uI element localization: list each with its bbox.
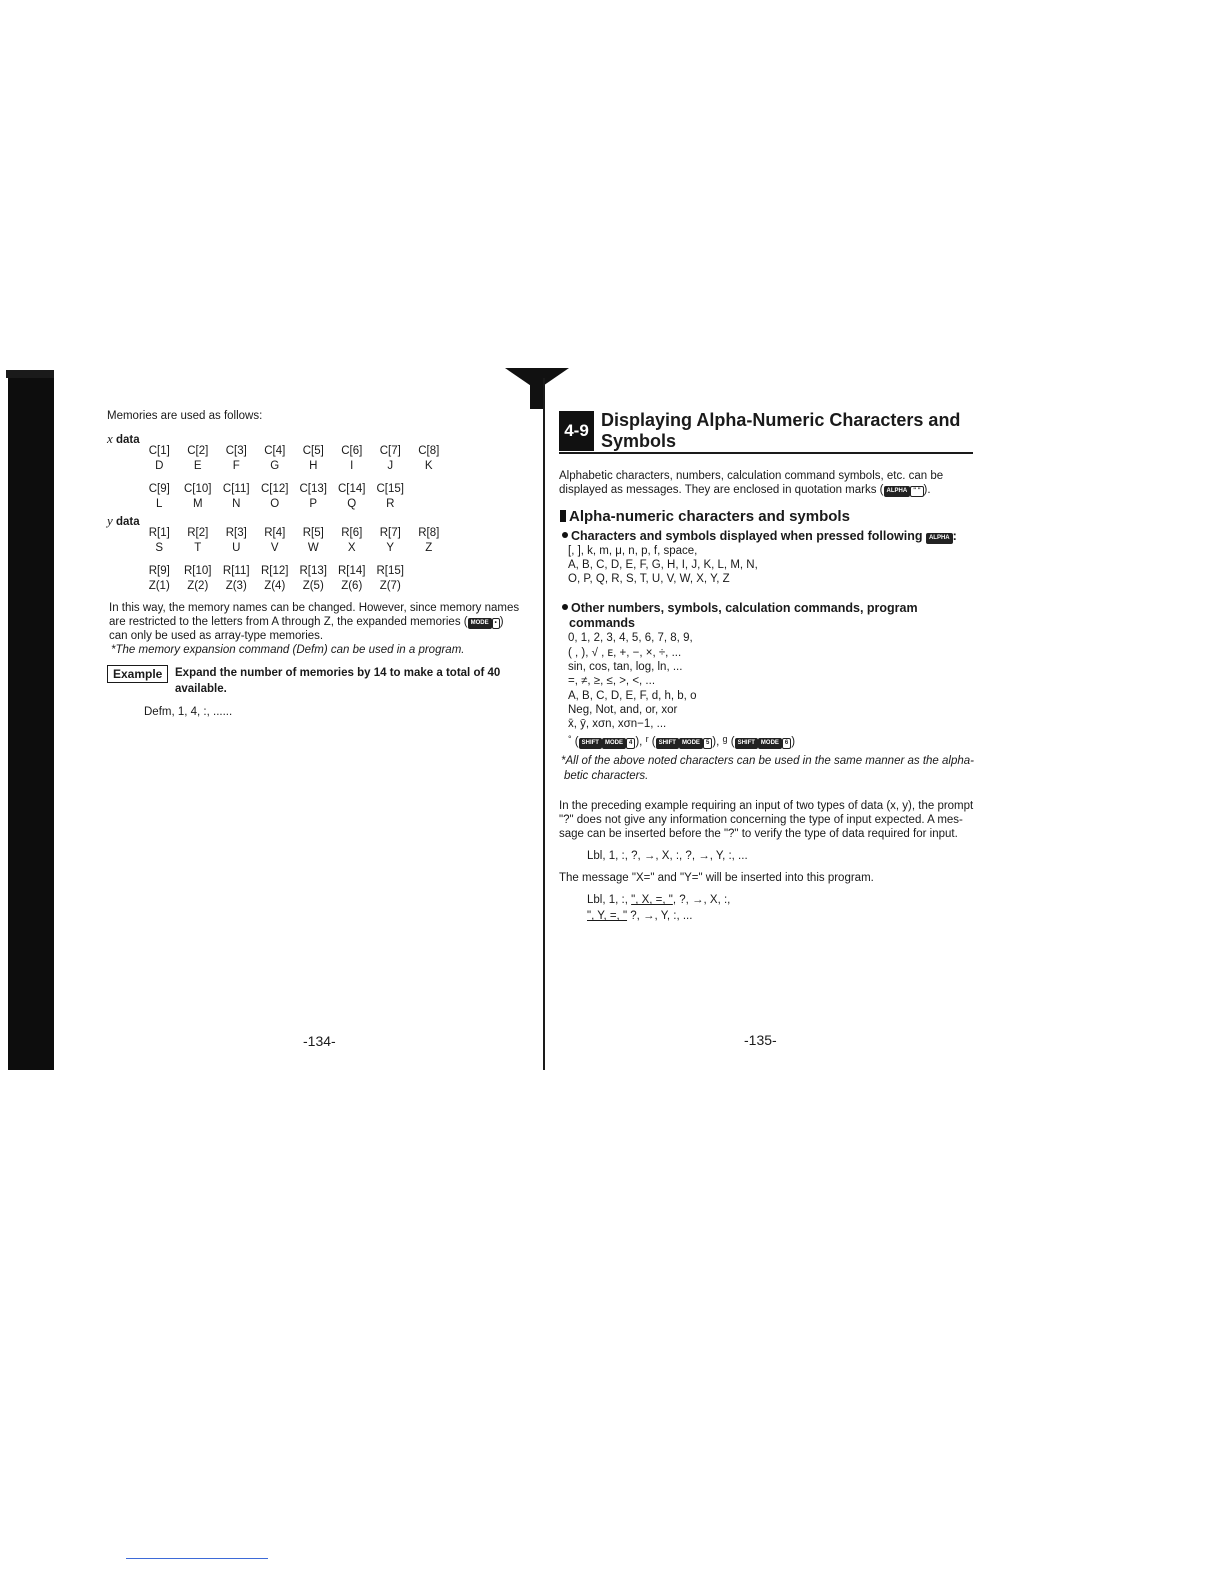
example-label: Example: [107, 665, 168, 683]
memory-name-cell: R[1]: [148, 527, 170, 539]
memory-letter-cell: W: [307, 542, 319, 554]
memory-name-cell: R[6]: [341, 527, 363, 539]
memory-name-cell: [410, 564, 449, 579]
subheading-2: Other numbers, symbols, calculation commands, program: [562, 601, 918, 615]
scan-border-left: [8, 370, 54, 1070]
memory-name-cell: C[8]: [418, 445, 440, 457]
page-number-left: -134-: [303, 1033, 336, 1049]
sub2-line-7: x̄, ȳ, xσn, xσn−1, ...: [568, 718, 667, 730]
alpha-key: ALPHA: [884, 486, 911, 497]
memory-name-cell: R[4]: [264, 527, 286, 539]
memory-letter-cell: Y: [386, 542, 395, 554]
memory-letter-cell: E: [193, 460, 202, 472]
sub2-line-2: ( , ), √ , ᴇ, +, −, ×, ÷, ...: [568, 647, 682, 659]
para-line-1: In this way, the memory names can be changed. However, since memory names: [109, 602, 520, 614]
title-line-2: Symbols: [601, 431, 677, 451]
memory-name-cell: R[14]: [338, 565, 366, 577]
memory-letter-cell: Z(4): [264, 580, 286, 592]
memory-name-cell: C[11]: [222, 483, 250, 495]
message-para: The message "X=" and "Y=" will be inserted into this program.: [559, 872, 874, 884]
para-line-1: In the preceding example requiring an input of two types of data (x, y), the prompt: [559, 800, 974, 812]
y-data-label: y data: [107, 513, 140, 528]
bottom-rule: [126, 1558, 268, 1559]
sub1-line-1: [, ], k, m, μ, n, p, f, space,: [568, 545, 698, 557]
memory-letter-cell: Z(2): [187, 580, 209, 592]
memory-name-cell: [410, 482, 449, 497]
example-line-1: Expand the number of memories by 14 to make a total of 40: [175, 667, 501, 679]
memory-letter-cell: P: [309, 498, 318, 510]
memory-letter-cell: V: [270, 542, 279, 554]
y-data-table: [140, 526, 448, 594]
memory-letter-cell: Z: [425, 542, 433, 554]
memory-name-cell: R[12]: [261, 565, 289, 577]
para-line-2: are restricted to the letters from A through Z, the expanded memories ( MODE • ): [109, 616, 504, 628]
para-line-3: can only be used as array-type memories.: [109, 630, 324, 642]
note-line-2: betic characters.: [564, 770, 649, 782]
dot-key: •: [492, 618, 500, 629]
x-data-table: [140, 444, 448, 512]
title-underline: [559, 452, 973, 454]
sub2-line-5: A, B, C, D, E, F, d, h, b, o: [568, 690, 697, 702]
memory-letter-cell: R: [386, 498, 395, 510]
bullet-icon: [562, 604, 568, 610]
defm-code: Defm, 1, 4, :, ......: [144, 706, 233, 718]
page-spine-line: [543, 378, 545, 1070]
alpha-key: ALPHA: [926, 533, 953, 544]
memory-name-cell: C[5]: [302, 445, 324, 457]
memory-letter-cell: [410, 497, 449, 512]
memory-name-cell: R[10]: [184, 565, 212, 577]
memory-name-cell: R[8]: [418, 527, 440, 539]
quote-key: " ": [910, 486, 923, 497]
code-line-3: ", Y, =, " ?, →, Y, :, ...: [587, 910, 693, 922]
angle-unit-line: ° ( SHIFT MODE 4 ), $^r$ ( SHIFT MODE 5 ), $^g$ ( SHIFT MODE 6 ): [568, 734, 796, 748]
sub2-line-6: Neg, Not, and, or, xor: [568, 704, 678, 716]
sub2-line-4: =, ≠, ≥, ≤, >, <, ...: [568, 675, 656, 687]
memory-letter-cell: J: [387, 460, 394, 472]
title-line-1: Displaying Alpha-Numeric Characters and: [601, 410, 961, 430]
bullet-icon: [562, 532, 568, 538]
sub2-line-3: sin, cos, tan, log, ln, ...: [568, 661, 683, 673]
memory-name-cell: R[9]: [148, 565, 170, 577]
memory-name-cell: C[13]: [299, 483, 327, 495]
memory-letter-cell: I: [350, 460, 354, 472]
defm-note: *The memory expansion command (Defm) can be used in a program.: [111, 644, 465, 656]
memory-letter-cell: X: [347, 542, 356, 554]
code-line-1: Lbl, 1, :, ?, →, X, :, ?, →, Y, :, ...: [587, 850, 748, 862]
memory-letter-cell: Z(1): [148, 580, 170, 592]
spine-wedge-stem: [530, 385, 544, 409]
section-badge: 4-9: [559, 411, 594, 451]
intro-line-2: displayed as messages. They are enclosed in quotation marks ( ALPHA " " ).: [559, 484, 931, 496]
memory-name-cell: R[13]: [299, 565, 327, 577]
code-line-2: Lbl, 1, :, ", X, =, ", ?, →, X, :,: [587, 894, 731, 906]
memory-letter-cell: Z(6): [341, 580, 363, 592]
memory-name-cell: C[10]: [184, 483, 212, 495]
memory-letter-cell: Z(3): [225, 580, 247, 592]
memory-name-cell: C[7]: [379, 445, 401, 457]
memory-letter-cell: F: [232, 460, 240, 472]
memory-name-cell: R[7]: [379, 527, 401, 539]
sub2-line-1: 0, 1, 2, 3, 4, 5, 6, 7, 8, 9,: [568, 632, 693, 644]
para-line-2: "?" does not give any information concerning the type of input expected. A mes-: [559, 814, 963, 826]
square-bullet-icon: [560, 510, 566, 522]
para-line-3: sage can be inserted before the "?" to verify the type of data required for input.: [559, 828, 958, 840]
memory-name-cell: R[3]: [225, 527, 247, 539]
memory-name-cell: C[2]: [187, 445, 209, 457]
memory-letter-cell: Z(7): [379, 580, 401, 592]
alpha-numeric-heading: Alpha-numeric characters and symbols: [560, 508, 850, 525]
page-number-right: -135-: [744, 1032, 777, 1048]
memory-letter-cell: [410, 579, 449, 594]
memory-letter-cell: Q: [347, 498, 357, 510]
memory-name-cell: C[9]: [148, 483, 170, 495]
memory-name-cell: C[4]: [264, 445, 286, 457]
memory-letter-cell: L: [156, 498, 163, 510]
mode-key: MODE: [468, 618, 492, 629]
memory-name-cell: R[5]: [302, 527, 324, 539]
memory-letter-cell: S: [155, 542, 164, 554]
memory-letter-cell: H: [309, 460, 318, 472]
subheading-2-cont: commands: [569, 616, 635, 630]
memory-letter-cell: N: [232, 498, 241, 510]
example-line-2: available.: [175, 683, 227, 695]
memory-name-cell: R[2]: [187, 527, 209, 539]
memory-name-cell: R[11]: [222, 565, 250, 577]
memory-letter-cell: O: [270, 498, 280, 510]
sub1-line-2: A, B, C, D, E, F, G, H, I, J, K, L, M, N,: [568, 559, 758, 571]
memory-name-cell: C[1]: [148, 445, 170, 457]
memory-letter-cell: D: [155, 460, 164, 472]
memory-letter-cell: Z(5): [302, 580, 324, 592]
memories-intro: Memories are used as follows:: [107, 410, 263, 422]
memory-letter-cell: T: [194, 542, 202, 554]
memory-name-cell: C[12]: [261, 483, 289, 495]
x-data-label: x data: [107, 431, 140, 446]
section-title: [601, 410, 960, 452]
subheading-1: Characters and symbols displayed when pressed following ALPHA :: [562, 529, 957, 544]
memory-name-cell: C[15]: [376, 483, 404, 495]
memory-name-cell: C[6]: [341, 445, 363, 457]
memory-name-cell: C[14]: [338, 483, 366, 495]
scan-mark-top-left: [6, 370, 54, 378]
memory-name-cell: R[15]: [376, 565, 404, 577]
memory-letter-cell: G: [270, 460, 280, 472]
note-line-1: *All of the above noted characters can be used in the same manner as the alpha-: [561, 755, 974, 767]
memory-letter-cell: M: [192, 498, 203, 510]
sub1-line-3: O, P, Q, R, S, T, U, V, W, X, Y, Z: [568, 573, 730, 585]
intro-line-1: Alphabetic characters, numbers, calculation command symbols, etc. can be: [559, 470, 944, 482]
memory-letter-cell: U: [232, 542, 241, 554]
memory-name-cell: C[3]: [225, 445, 247, 457]
memory-letter-cell: K: [424, 460, 433, 472]
